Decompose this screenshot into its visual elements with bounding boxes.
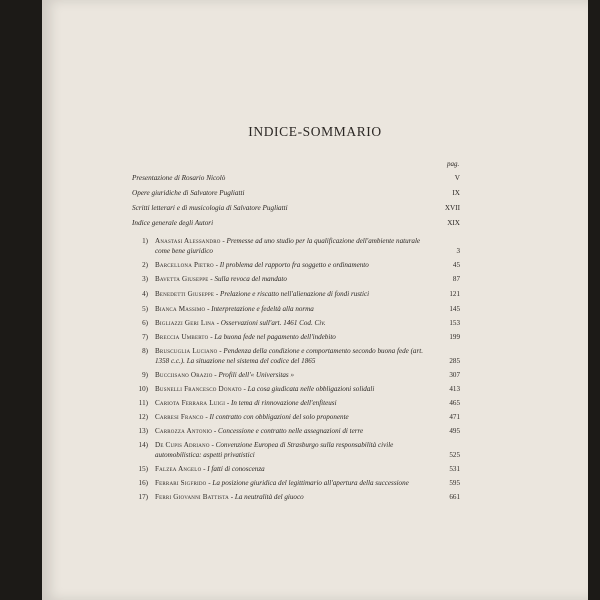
entry-separator: - xyxy=(208,275,215,283)
front-matter-list xyxy=(132,171,460,231)
entry-page: 525 xyxy=(449,451,460,459)
entry-number: 2) xyxy=(142,261,148,269)
entry-number: 8) xyxy=(142,347,148,355)
front-matter-label: Presentazione di Rosario Nicolò xyxy=(132,174,226,182)
entry-author: Anastasi Alessandro xyxy=(155,237,221,245)
front-matter-item xyxy=(132,216,460,231)
entry-title: Concessione e contratto nelle assegnazioni di terre xyxy=(218,427,364,435)
entry-page: 153 xyxy=(449,319,460,327)
entry-title: Pendenza della condizione e comportamento secondo buona fede (art. 1358 c.c.). La situazione nel sistema del codice del 1865 xyxy=(155,347,423,365)
entry-title: Il problema del rapporto fra soggetto e ordinamento xyxy=(219,261,369,269)
entry-title: Premesse ad uno studio per la qualificazione dell'ambiente naturale come bene giuridico xyxy=(155,237,421,255)
entry-separator: - xyxy=(203,413,210,421)
entry-title: Interpretazione e fedeltà alla norma xyxy=(211,305,314,313)
front-matter-page: XVII xyxy=(444,204,460,212)
entry-page: 465 xyxy=(449,399,460,407)
front-matter-label: Indice generale degli Autori xyxy=(132,219,214,227)
entry-title: I fatti di conoscenza xyxy=(207,465,265,473)
entry-text xyxy=(155,398,434,408)
entry-number: 5) xyxy=(142,305,148,313)
entry-author: De Cupis Adriano xyxy=(155,441,210,449)
entry-number: 9) xyxy=(142,371,148,379)
contents-entry xyxy=(126,260,460,270)
entry-separator: - xyxy=(206,479,213,487)
entry-separator: - xyxy=(212,427,219,435)
entry-text xyxy=(155,260,434,270)
entry-text xyxy=(155,318,434,328)
contents-entry xyxy=(126,464,460,474)
entry-author: Barcellona Pietro xyxy=(155,261,214,269)
book-page xyxy=(42,0,588,600)
entry-page: 199 xyxy=(449,333,460,341)
entry-number: 16) xyxy=(138,479,148,487)
entry-text xyxy=(155,384,434,394)
entry-title: La buona fede nel pagamento dell'indebito xyxy=(214,333,336,341)
entry-author: Bianca Massimo xyxy=(155,305,206,313)
entry-text xyxy=(155,370,434,380)
entry-number: 15) xyxy=(138,465,148,473)
entry-author: Carrozza Antonio xyxy=(155,427,213,435)
entry-author: Bigliazzi Geri Lina xyxy=(155,319,215,327)
entry-text xyxy=(155,274,434,284)
front-matter-page: V xyxy=(454,174,460,182)
entry-text xyxy=(155,478,434,488)
entry-page: 595 xyxy=(449,479,460,487)
entry-author: Benedetti Giuseppe xyxy=(155,290,215,298)
entry-separator: - xyxy=(208,333,215,341)
entry-number: 13) xyxy=(138,427,148,435)
entry-number: 1) xyxy=(142,237,148,245)
entry-page: 495 xyxy=(449,427,460,435)
entry-title: In tema di rinnovazione dell'enfiteusi xyxy=(231,399,337,407)
entry-number: 6) xyxy=(142,319,148,327)
entry-page: 413 xyxy=(449,385,460,393)
entry-separator: - xyxy=(217,347,224,355)
entry-text xyxy=(155,426,434,436)
contents-entry xyxy=(126,274,460,284)
entry-separator: - xyxy=(241,385,248,393)
page-title: INDICE-SOMMARIO xyxy=(248,124,382,139)
front-matter-item xyxy=(132,201,460,216)
entry-separator: - xyxy=(214,290,221,298)
entry-separator: - xyxy=(205,305,212,313)
entry-separator: - xyxy=(201,465,208,473)
entry-page: 3 xyxy=(456,247,460,255)
entry-text xyxy=(155,332,434,342)
entry-page: 121 xyxy=(449,290,460,298)
entry-number: 11) xyxy=(138,399,148,407)
page-column-label: pag. xyxy=(447,160,460,168)
entry-page: 45 xyxy=(452,261,460,269)
entry-text xyxy=(155,304,434,314)
contents-entry xyxy=(126,412,460,422)
entry-number: 12) xyxy=(138,413,148,421)
entry-text xyxy=(155,236,434,256)
entry-author: Ferrari Sigfrido xyxy=(155,479,207,487)
entry-text xyxy=(155,412,434,422)
front-matter-page: IX xyxy=(452,189,460,197)
entry-text xyxy=(155,346,434,366)
contents-entry xyxy=(126,236,460,256)
entry-author: Bavetta Giuseppe xyxy=(155,275,209,283)
entry-page: 471 xyxy=(449,413,460,421)
entry-author: Bruscuglia Luciano xyxy=(155,347,218,355)
contents-entry xyxy=(126,332,460,342)
entry-author: Cariota Ferrara Luigi xyxy=(155,399,226,407)
entry-title: Sulla revoca del mandato xyxy=(214,275,287,283)
entry-title: Convenzione Europea di Strasburgo sulla responsabilità civile automobilistica: aspetti privatistici xyxy=(155,441,394,459)
contents-entry xyxy=(126,440,460,460)
entry-author: Falzea Angelo xyxy=(155,465,202,473)
entry-separator: - xyxy=(228,493,235,501)
contents-entry xyxy=(126,318,460,328)
front-matter-label: Opere giuridiche di Salvatore Pugliatti xyxy=(132,189,245,197)
entry-text xyxy=(155,492,434,502)
entry-number: 4) xyxy=(142,290,148,298)
contents-entry xyxy=(126,346,460,366)
entry-number: 17) xyxy=(138,493,148,501)
contents-entry xyxy=(126,304,460,314)
front-matter-item xyxy=(132,186,460,201)
contents-entry xyxy=(126,370,460,380)
contents-entry xyxy=(126,478,460,488)
entry-title: La neutralità del giuoco xyxy=(234,493,304,501)
entry-text xyxy=(155,289,434,299)
contents-entry xyxy=(126,492,460,502)
entry-title: La cosa giudicata nelle obbligazioni solidali xyxy=(247,385,375,393)
entry-separator: - xyxy=(225,399,231,407)
entry-author: Carresi Franco xyxy=(155,413,204,421)
entry-separator: - xyxy=(220,237,227,245)
entry-title: Prelazione e riscatto nell'alienazione di fondi rustici xyxy=(220,290,370,298)
entry-separator: - xyxy=(212,371,219,379)
entry-number: 3) xyxy=(142,275,148,283)
front-matter-label: Scritti letterari e di musicologia di Salvatore Pugliatti xyxy=(132,204,288,212)
entry-number: 7) xyxy=(142,333,148,341)
entry-page: 661 xyxy=(449,493,460,501)
entry-title: Profili dell'« Universitas » xyxy=(218,371,294,379)
entry-author: Busnelli Francesco Donato xyxy=(155,385,242,393)
entry-page: 531 xyxy=(449,465,460,473)
entry-title: Osservazioni sull'art. 1461 Cod. Civ. xyxy=(220,319,326,327)
entry-title: Il contratto con obbligazioni del solo proponente xyxy=(209,413,349,421)
entry-page: 307 xyxy=(449,371,460,379)
entry-separator: - xyxy=(214,319,221,327)
entry-page: 87 xyxy=(452,275,460,283)
contents-entry xyxy=(126,289,460,299)
front-matter-page: XIX xyxy=(447,219,460,227)
entry-title: La posizione giuridica del legittimario all'apertura della successione xyxy=(212,479,409,487)
entry-page: 145 xyxy=(449,305,460,313)
entry-author: Bucciisano Orazio xyxy=(155,371,213,379)
contents-entries-list xyxy=(126,236,460,506)
entry-text xyxy=(155,464,434,474)
entry-number: 10) xyxy=(138,385,148,393)
contents-entry xyxy=(126,384,460,394)
entry-separator: - xyxy=(213,261,220,269)
entry-page: 285 xyxy=(449,357,460,365)
entry-number: 14) xyxy=(138,441,148,449)
contents-entry xyxy=(126,426,460,436)
contents-entry xyxy=(126,398,460,408)
entry-separator: - xyxy=(209,441,216,449)
entry-author: Breccia Umberto xyxy=(155,333,209,341)
entry-text xyxy=(155,440,434,460)
entry-author: Ferri Giovanni Battista xyxy=(155,493,229,501)
front-matter-item xyxy=(132,171,460,186)
